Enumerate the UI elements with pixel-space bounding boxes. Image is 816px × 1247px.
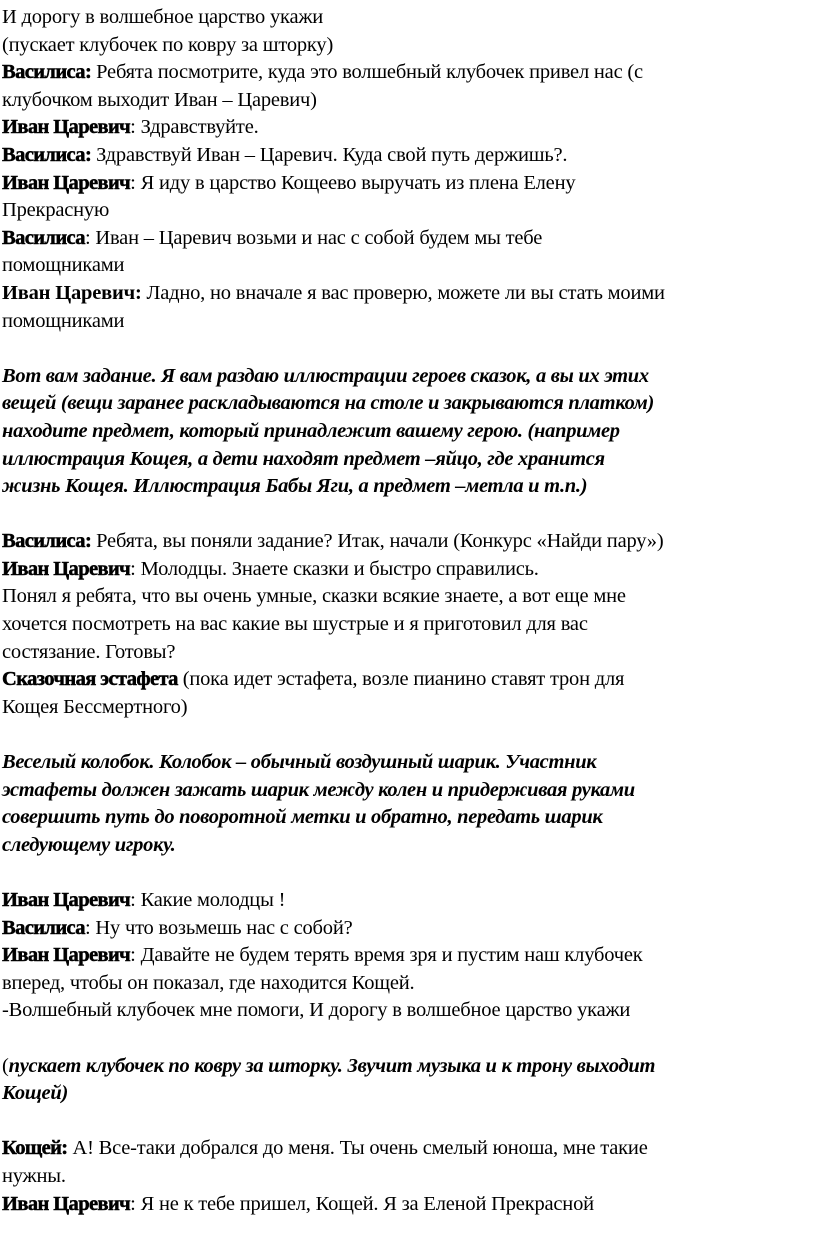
text-line	[0, 1080, 816, 1108]
line-text: Понял я ребята, что вы очень умные, сказки всякие знаете, а вот еще мне	[2, 585, 626, 608]
text-line	[0, 942, 816, 970]
line-text: клубочком выходит Иван – Царевич)	[2, 88, 317, 111]
stage-direction-text: следующему игроку.	[2, 833, 176, 856]
line-text: Ребята посмотрите, куда это волшебный клубочек привел нас (с	[91, 61, 643, 84]
line-text: -Волшебный клубочек мне помоги, И дорогу в волшебное царство укажи	[2, 999, 631, 1022]
stage-direction-text: находите предмет, который принадлежит вашему герою. (например	[2, 419, 620, 442]
speaker-name: Кощей:	[2, 1137, 68, 1160]
text-line	[0, 170, 816, 198]
text-line	[0, 32, 816, 60]
text-line	[0, 694, 816, 722]
text-line	[0, 970, 816, 998]
blank-line	[0, 1025, 816, 1053]
text-line	[0, 363, 816, 391]
line-text: (	[2, 1054, 9, 1077]
stage-direction-text: пускает клубочек по ковру за шторку. Звучит музыка и к трону выходит	[8, 1054, 656, 1077]
speaker-name: Сказочная эстафета	[2, 668, 178, 691]
line-text: помощниками	[2, 254, 125, 277]
stage-direction-text: Кощей)	[2, 1082, 68, 1105]
text-line	[0, 528, 816, 556]
stage-direction-text: Веселый колобок. Колобок – обычный воздушный шарик. Участник	[2, 751, 597, 774]
speaker-name: Иван Царевич	[2, 557, 131, 580]
line-text: хочется посмотреть на вас какие вы шустрые и я приготовил для вас	[2, 613, 588, 636]
text-line	[0, 390, 816, 418]
speaker-name: Василиса:	[2, 530, 92, 553]
text-line	[0, 446, 816, 474]
line-text: Ребята, вы поняли задание? Итак, начали (Конкурс «Найди пару»)	[91, 530, 664, 553]
text-line	[0, 252, 816, 280]
text-line	[0, 114, 816, 142]
text-line	[0, 280, 816, 308]
line-text: Ладно, но вначале я вас проверю, можете ли вы стать моими	[141, 281, 665, 304]
text-line	[0, 556, 816, 584]
line-text: : Ну что возьмешь нас с собой?	[84, 916, 353, 939]
line-text: состязание. Готовы?	[2, 640, 176, 663]
text-line	[0, 197, 816, 225]
text-line	[0, 777, 816, 805]
text-line	[0, 749, 816, 777]
speaker-name: Василиса:	[2, 143, 92, 166]
line-text: : Я иду в царство Кощеево выручать из плена Елену	[130, 171, 576, 194]
line-text: : Давайте не будем терять время зря и пустим наш клубочек	[130, 944, 643, 967]
speaker-name: Иван Царевич	[2, 116, 131, 139]
text-line	[0, 59, 816, 87]
text-line	[0, 1191, 816, 1219]
text-line	[0, 639, 816, 667]
line-text: Кощея Бессмертного)	[2, 695, 188, 718]
speaker-name: Василиса	[2, 226, 85, 249]
text-line	[0, 87, 816, 115]
speaker-name: Иван Царевич:	[2, 281, 142, 304]
text-line	[0, 997, 816, 1025]
speaker-name: Василиса:	[2, 61, 92, 84]
speaker-name: Иван Царевич	[2, 171, 131, 194]
line-text: : Я не к тебе пришел, Кощей. Я за Еленой Прекрасной	[130, 1192, 594, 1215]
line-text: : Иван – Царевич возьми и нас с собой будем мы тебе	[84, 226, 543, 249]
speaker-name: Иван Царевич	[2, 889, 131, 911]
line-text: нужны.	[2, 1164, 66, 1187]
text-line	[0, 1053, 816, 1081]
stage-direction-text: совершить путь до поворотной метки и обратно, передать шарик	[2, 806, 603, 829]
text-line	[0, 666, 816, 694]
text-line	[0, 804, 816, 832]
text-line	[0, 142, 816, 170]
text-line	[0, 1163, 816, 1191]
text-line	[0, 583, 816, 611]
line-text: (пускает клубочек по ковру за шторку)	[2, 33, 334, 56]
speaker-name: Иван Царевич	[2, 944, 131, 967]
text-line	[0, 832, 816, 860]
line-text: (пока идет эстафета, возле пианино ставят трон для	[177, 668, 625, 691]
line-text: И дорогу в волшебное царство укажи	[2, 6, 324, 28]
text-line	[0, 915, 816, 943]
text-line	[0, 611, 816, 639]
blank-line	[0, 501, 816, 529]
text-line	[0, 887, 816, 915]
speaker-name: Василиса	[2, 916, 85, 939]
line-text: Прекрасную	[2, 199, 110, 222]
text-line	[0, 473, 816, 501]
stage-direction-text: иллюстрация Кощея, а дети находят предмет –яйцо, где хранится	[2, 447, 605, 470]
text-line	[0, 4, 816, 32]
line-text: : Здравствуйте.	[130, 116, 259, 139]
stage-direction-text: Вот вам задание. Я вам раздаю иллюстрации героев сказок, а вы их этих	[2, 364, 649, 387]
text-line	[0, 308, 816, 336]
stage-direction-text: жизнь Кощея. Иллюстрация Бабы Яги, а предмет –метла и т.п.)	[2, 475, 588, 498]
blank-line	[0, 1108, 816, 1136]
text-line	[0, 418, 816, 446]
line-text: : Какие молодцы !	[130, 889, 286, 911]
text-line	[0, 225, 816, 253]
line-text: А! Все-таки добрался до меня. Ты очень смелый юноша, мне такие	[67, 1137, 648, 1160]
text-line	[0, 1135, 816, 1163]
blank-line	[0, 721, 816, 749]
line-text: помощниками	[2, 309, 125, 332]
line-text: вперед, чтобы он показал, где находится Кощей.	[2, 971, 415, 994]
blank-line	[0, 859, 816, 887]
line-text: : Молодцы. Знаете сказки и быстро справились.	[130, 557, 539, 580]
blank-line	[0, 335, 816, 363]
speaker-name: Иван Царевич	[2, 1192, 131, 1215]
stage-direction-text: эстафеты должен зажать шарик между колен и придерживая руками	[2, 778, 635, 801]
line-text: Здравствуй Иван – Царевич. Куда свой путь держишь?.	[91, 143, 568, 166]
stage-direction-text: вещей (вещи заранее раскладываются на столе и закрываются платком)	[2, 392, 655, 415]
